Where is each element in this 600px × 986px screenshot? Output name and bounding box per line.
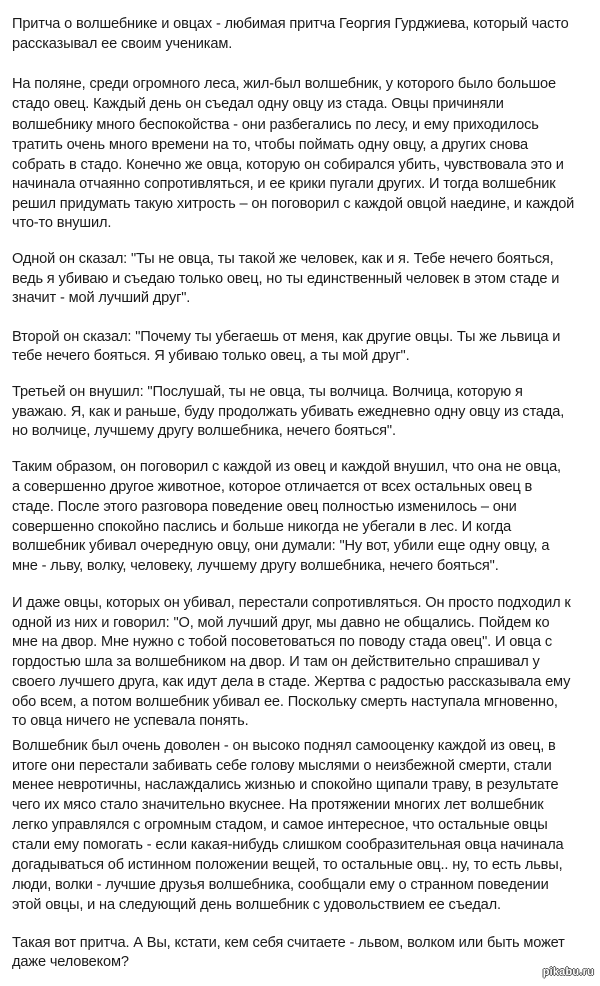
paragraph-6-line-6: мне - льву, волку, человеку, лучшему другу волшебника, нечего бояться". bbox=[12, 558, 499, 574]
paragraph-7-line-7: то овца ничего не успевала понять. bbox=[12, 713, 249, 729]
paragraph-7-line-5: своего лучшего друга, как идут дела в стаде. Жертва с радостью рассказывала ему bbox=[12, 674, 571, 690]
paragraph-2-line-4: тратить очень много времени на то, чтобы поймать одну овцу, а других снова bbox=[12, 137, 528, 153]
paragraph-6-line-2: а совершенно другое животное, которое отличается от всех остальных овец в bbox=[12, 479, 533, 495]
paragraph-6-line-4: совершенно спокойно паслись и больше никогда не убегали в лес. И когда bbox=[12, 519, 512, 535]
paragraph-6-line-3: стаде. После этого разговора поведение овец полностью изменилось – они bbox=[12, 499, 517, 515]
paragraph-7-line-4: гордостью шла за волшебником на двор. И там он действительно спрашивал у bbox=[12, 654, 540, 670]
paragraph-8-line-2: итоге они перестали забивать себе голову мыслями о неизбежной смерти, стали bbox=[12, 758, 552, 774]
paragraph-8-line-8: люди, волки - лучшие друзья волшебника, сообщали ему о странном поведении bbox=[12, 877, 549, 893]
paragraph-2-line-6: начинала отчаянно сопротивляться, и ее крики пугали других. И тогда волшебник bbox=[12, 176, 556, 192]
paragraph-7-line-3: мне на двор. Мне нужно с тобой посоветоваться по поводу стада овец". И овца с bbox=[12, 634, 553, 650]
paragraph-2-line-7: решил придумать такую хитрость – он поговорил с каждой овцой наедине, и каждой bbox=[12, 196, 575, 212]
paragraph-8-line-5: легко управлялся с огромным стадом, и самое интересное, что остальные овцы bbox=[12, 817, 548, 833]
paragraph-2-line-5: собрать в стадо. Конечно же овца, которую он собирался убить, чувствовала это и bbox=[12, 157, 564, 173]
watermark-logo: pikabu.ru bbox=[542, 966, 594, 978]
paragraph-6-line-1: Таким образом, он поговорил с каждой из овец и каждой внушил, что она не овца, bbox=[12, 459, 561, 475]
paragraph-5-line-3: но волчице, лучшему другу волшебника, нечего бояться". bbox=[12, 423, 396, 439]
paragraph-2-line-8: что-то внушил. bbox=[12, 215, 112, 231]
paragraph-4-line-2: тебе нечего бояться. Я убиваю только овец, а ты мой друг". bbox=[12, 348, 410, 364]
paragraph-2-line-2: стадо овец. Каждый день он съедал одну овцу из стада. Овцы причиняли bbox=[12, 96, 504, 112]
paragraph-3-line-1: Одной он сказал: "Ты не овца, ты такой же человек, как и я. Тебе нечего бояться, bbox=[12, 251, 554, 267]
paragraph-7-line-1: И даже овцы, которых он убивал, перестали сопротивляться. Он просто подходил к bbox=[12, 595, 571, 611]
paragraph-3-line-2: ведь я убиваю и съедаю только овец, но ты единственный человек в этом стаде и bbox=[12, 271, 560, 287]
paragraph-7-line-2: одной из них и говорил: "О, мой лучший друг, мы давно не общались. Пойдем ко bbox=[12, 615, 550, 631]
paragraph-6-line-5: волшебник убивал очередную овцу, они думали: "Ну вот, убили еще одну овцу, а bbox=[12, 538, 550, 554]
paragraph-2-line-3: волшебнику много беспокойства - они разбегались по лесу, и ему приходилось bbox=[12, 117, 539, 133]
paragraph-1-line-1: Притча о волшебнике и овцах - любимая притча Георгия Гурджиева, который часто bbox=[12, 16, 569, 32]
paragraph-5-line-1: Третьей он внушил: "Послушай, ты не овца, ты волчица. Волчица, которую я bbox=[12, 384, 523, 400]
paragraph-7-line-6: обо всем, а потом волшебник убивал ее. Поскольку смерть наступала мгновенно, bbox=[12, 694, 558, 710]
paragraph-8-line-9: этой овцы, и на следующий день волшебник с удовольствием ее съедал. bbox=[12, 897, 501, 913]
paragraph-5-line-2: уважаю. Я, как и раньше, буду продолжать убивать ежедневно одну овцу из стада, bbox=[12, 404, 565, 420]
paragraph-9-line-1: Такая вот притча. А Вы, кстати, кем себя считаете - львом, волком или быть может bbox=[12, 935, 565, 951]
paragraph-8-line-6: стали ему помогать - если какая-нибудь слишком сообразительная овца начинала bbox=[12, 837, 564, 853]
paragraph-2-line-1: На поляне, среди огромного леса, жил-был волшебник, у которого было большое bbox=[12, 76, 556, 92]
paragraph-4-line-1: Второй он сказал: "Почему ты убегаешь от меня, как другие овцы. Ты же львица и bbox=[12, 329, 561, 345]
paragraph-8-line-4: чего их мясо стало значительно вкуснее. На протяжении многих лет волшебник bbox=[12, 797, 544, 813]
paragraph-8-line-3: менее невротичны, наслаждались жизнью и спокойно щипали траву, в результате bbox=[12, 777, 559, 793]
paragraph-8-line-7: догадываться об истинном положении вещей, то остальные овц.. ну, то есть львы, bbox=[12, 857, 563, 873]
paragraph-3-line-3: значит - мой лучший друг". bbox=[12, 290, 191, 306]
paragraph-9-line-2: даже человеком? bbox=[12, 954, 129, 970]
paragraph-1-line-2: рассказывал ее своим ученикам. bbox=[12, 36, 233, 52]
paragraph-8-line-1: Волшебник был очень доволен - он высоко поднял самооценку каждой из овец, в bbox=[12, 738, 556, 754]
